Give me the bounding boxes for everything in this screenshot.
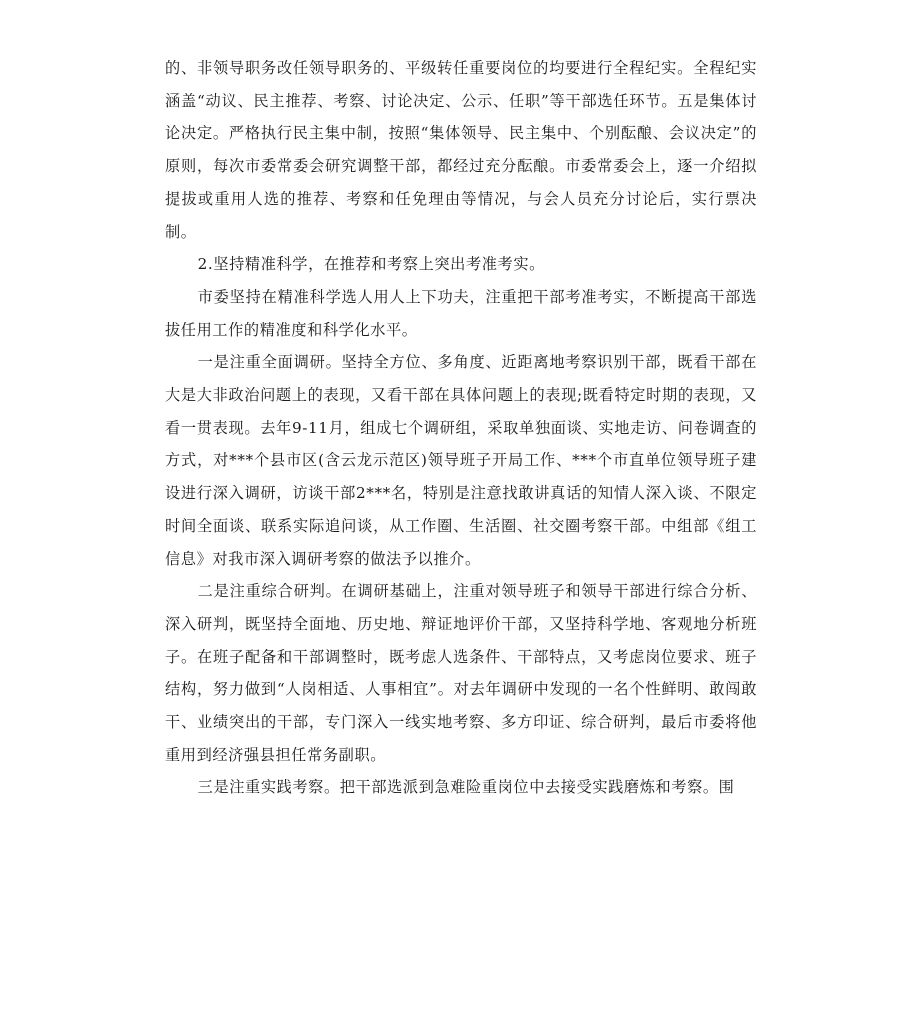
paragraph-record-keeping: 的、非领导职务改任领导职务的、平级转任重要岗位的均要进行全程纪实。全程纪实涵盖“动议、民主推荐、考察、讨论决定、公示、任职”等干部选任环节。五是集体讨论决定。严格执行民主集中制，按照“集体领导、民主集中、个别酝酿、会议决定”的原则，每次市委常委会研究调整干部，都经过充分酝酿。市委常委会上，逐一介绍拟提拔或重用人选的推荐、考察和任免理由等情况，与会人员充分讨论后，实行票决制。: [165, 59, 757, 241]
paragraph-comprehensive-analysis: 二是注重综合研判。在调研基础上，注重对领导班子和领导干部进行综合分析、深入研判，既坚持全面地、历史地、辩证地评价干部，又坚持科学地、客观地分析班子。在班子配备和干部调整时，既考虑人选条件、干部特点，又考虑岗位要求、班子结构，努力做到“人岗相适、人事相宜”。对去年调研中发现的一名个性鲜明、敢闯敢干、业绩突出的干部，专门深入一线实地考察、多方印证、综合研判，最后市委将他重用到经济强县担任常务副职。: [165, 582, 757, 764]
section-heading-precision: 2.坚持精准科学，在推荐和考察上突出考准考实。: [197, 255, 545, 274]
paragraph-precision-intro: 市委坚持在精准科学选人用人上下功夫，注重把干部考准考实，不断提高干部选拔任用工作的精准度和科学化水平。: [165, 287, 757, 339]
paragraph-practical-assessment: 三是注重实践考察。把干部选派到急难险重岗位中去接受实践磨炼和考察。围: [197, 778, 735, 797]
document-body: [165, 52, 757, 804]
paragraph-comprehensive-research: 一是注重全面调研。坚持全方位、多角度、近距离地考察识别干部，既看干部在大是大非政治问题上的表现，又看干部在具体问题上的表现;既看特定时期的表现，又看一贯表现。去年9-11月，组成七个调研组，采取单独面谈、实地走访、问卷调查的方式，对***个县市区(含云龙示范区)领导班子开局工作、***个市直单位领导班子建设进行深入调研，访谈干部2***名，特别是注意找敢讲真话的知情人深入谈、不限定时间全面谈、联系实际追问谈，从工作圈、生活圈、社交圈考察干部。中组部《组工信息》对我市深入调研考察的做法予以推介。: [165, 353, 757, 568]
